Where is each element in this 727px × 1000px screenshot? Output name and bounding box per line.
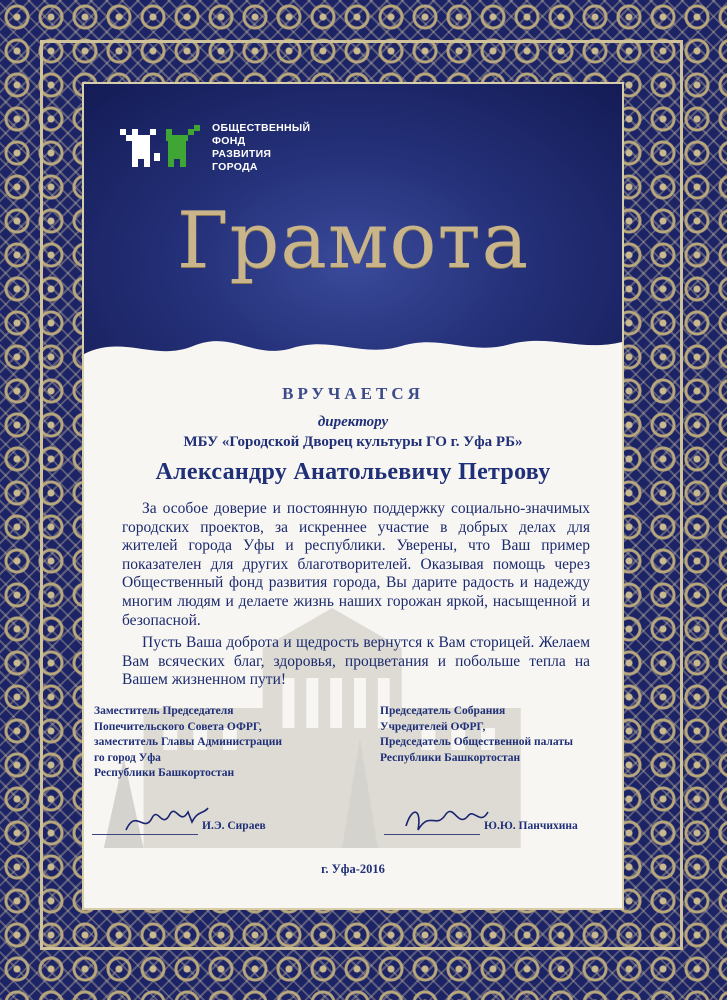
left-signatory-title (94, 704, 334, 782)
signatory-line: Председатель Собрания (380, 705, 506, 717)
recipient-position: директору (317, 414, 389, 430)
logo-line: ОБЩЕСТВЕННЫЙ (212, 122, 311, 134)
right-signatory-name: Ю.Ю. Панчихина (484, 820, 578, 832)
certificate-panel (82, 82, 624, 910)
certificate-title: Грамота (176, 196, 530, 286)
logo-line: ФОНД (212, 135, 246, 147)
logo-line: ГОРОДА (212, 161, 258, 173)
certificate-content (84, 384, 622, 690)
signature-right (402, 800, 492, 840)
signatory-line: Учредителей ОФРГ, (380, 720, 486, 733)
wave-divider (84, 332, 622, 392)
signatory-line: заместитель Главы Администрации (94, 736, 283, 748)
signatory-line: Республики Башкортостан (94, 767, 235, 779)
left-signatory-name: И.Э. Сираев (202, 820, 266, 832)
signatory-line: Председатель Общественной палаты (380, 736, 573, 748)
signatory-line: го город Уфа (94, 751, 161, 764)
fund-logo (120, 122, 310, 174)
logo-line: РАЗВИТИЯ (212, 148, 272, 160)
issue-date: г. Уфа-2016 (321, 862, 385, 876)
award-heading: ВРУЧАЕТСЯ (282, 384, 424, 403)
recipient-organization: МБУ «Городской Дворец культуры ГО г. Уфа РБ» (183, 434, 523, 450)
signatory-line: Заместитель Председателя (94, 705, 234, 717)
award-text (122, 500, 590, 690)
logo-pixel-icon (120, 125, 202, 171)
paragraph: Пусть Ваша доброта и щедрость вернутся к Вам сторицей. Желаем Вам всяческих благ, здоровья, процветания и побольше тепла на Вашем жизненном пути! (122, 634, 590, 689)
signatory-line: Республики Башкортостан (380, 751, 521, 764)
paragraph: За особое доверие и постоянную поддержку социально-значимых городских проектов, за искреннее участие в добрых делах для жителей города Уфы и республики. Уверены, что Ваш пример показателен для других благотворителей. Оказывая помощь через Общественный фонд развития города, Вы дарите радость и надежду многим людям и делаете жизнь наших горожан яркой, насыщенной и безопасной. (122, 500, 590, 629)
signatory-line: Попечительского Совета ОФРГ, (94, 720, 262, 733)
logo-text (212, 122, 310, 174)
right-signatory-title (380, 704, 620, 766)
signature-left (122, 800, 212, 840)
recipient-name: Александру Анатольевичу Петрову (155, 459, 551, 485)
